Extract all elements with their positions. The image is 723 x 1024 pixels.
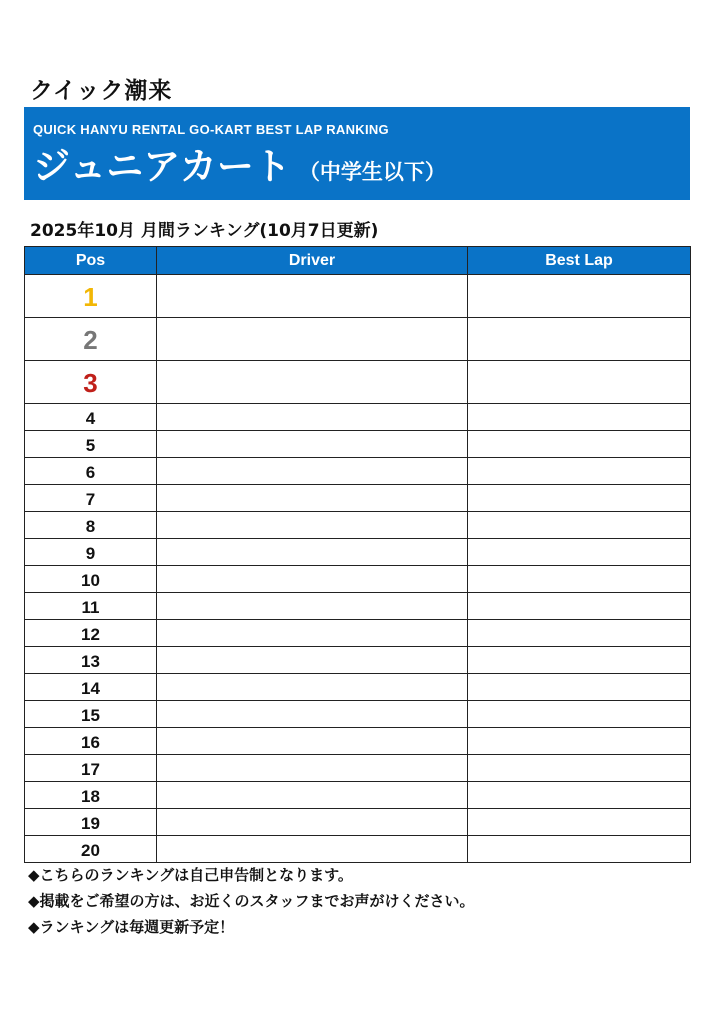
best-lap-cell <box>468 809 691 836</box>
table-row <box>25 620 691 647</box>
best-lap-cell <box>468 782 691 809</box>
driver-cell <box>157 318 468 361</box>
best-lap-cell <box>468 593 691 620</box>
pos-cell: 17 <box>25 755 157 782</box>
header-pos: Pos <box>25 247 157 275</box>
best-lap-cell <box>468 836 691 863</box>
pos-cell: 14 <box>25 674 157 701</box>
best-lap-cell <box>468 404 691 431</box>
table-row <box>25 485 691 512</box>
best-lap-cell <box>468 674 691 701</box>
pos-cell: 12 <box>25 620 157 647</box>
best-lap-cell <box>468 318 691 361</box>
table-row <box>25 404 691 431</box>
footer-notes <box>28 862 475 940</box>
driver-cell <box>157 782 468 809</box>
table-row <box>25 566 691 593</box>
pos-cell: 13 <box>25 647 157 674</box>
pos-cell: 1 <box>25 275 157 318</box>
pos-cell: 11 <box>25 593 157 620</box>
pos-cell: 15 <box>25 701 157 728</box>
ranking-period: 2025年10月 月間ランキング(10月7日更新) <box>30 221 379 241</box>
pos-cell: 2 <box>25 318 157 361</box>
best-lap-cell <box>468 485 691 512</box>
table-row <box>25 361 691 404</box>
pos-cell: 20 <box>25 836 157 863</box>
banner-title-paren: （中学生以下） <box>298 160 446 184</box>
best-lap-cell <box>468 431 691 458</box>
driver-cell <box>157 674 468 701</box>
pos-cell: 4 <box>25 404 157 431</box>
pos-cell: 3 <box>25 361 157 404</box>
driver-cell <box>157 431 468 458</box>
driver-cell <box>157 539 468 566</box>
best-lap-cell <box>468 728 691 755</box>
pos-cell: 5 <box>25 431 157 458</box>
driver-cell <box>157 647 468 674</box>
best-lap-cell <box>468 512 691 539</box>
ranking-body <box>25 275 691 863</box>
driver-cell <box>157 701 468 728</box>
table-row <box>25 539 691 566</box>
pos-cell: 6 <box>25 458 157 485</box>
pos-cell: 18 <box>25 782 157 809</box>
title-banner <box>24 107 690 200</box>
driver-cell <box>157 512 468 539</box>
table-row <box>25 728 691 755</box>
driver-cell <box>157 275 468 318</box>
table-row <box>25 431 691 458</box>
table-row <box>25 782 691 809</box>
pos-cell: 9 <box>25 539 157 566</box>
banner-title <box>33 144 446 195</box>
brand-name: クイック潮来 <box>30 78 173 104</box>
table-row <box>25 318 691 361</box>
driver-cell <box>157 836 468 863</box>
driver-cell <box>157 809 468 836</box>
header-driver: Driver <box>157 247 468 275</box>
best-lap-cell <box>468 647 691 674</box>
best-lap-cell <box>468 361 691 404</box>
pos-cell: 16 <box>25 728 157 755</box>
driver-cell <box>157 728 468 755</box>
best-lap-cell <box>468 458 691 485</box>
driver-cell <box>157 485 468 512</box>
best-lap-cell <box>468 755 691 782</box>
driver-cell <box>157 458 468 485</box>
driver-cell <box>157 620 468 647</box>
pos-cell: 19 <box>25 809 157 836</box>
table-header-row <box>25 247 691 275</box>
driver-cell <box>157 361 468 404</box>
driver-cell <box>157 404 468 431</box>
banner-subtitle: QUICK HANYU RENTAL GO-KART BEST LAP RANKING <box>33 122 389 137</box>
best-lap-cell <box>468 539 691 566</box>
table-row <box>25 593 691 620</box>
table-row <box>25 458 691 485</box>
banner-title-main: ジュニアカート <box>33 145 291 188</box>
footer-note: ◆ランキングは毎週更新予定！ <box>28 918 235 936</box>
table-row <box>25 809 691 836</box>
best-lap-cell <box>468 620 691 647</box>
table-row <box>25 647 691 674</box>
table-row <box>25 836 691 863</box>
driver-cell <box>157 755 468 782</box>
table-row <box>25 701 691 728</box>
footer-note: ◆掲載をご希望の方は、お近くのスタッフまでお声がけください。 <box>28 892 475 910</box>
table-row <box>25 755 691 782</box>
driver-cell <box>157 593 468 620</box>
best-lap-cell <box>468 701 691 728</box>
table-row <box>25 674 691 701</box>
pos-cell: 10 <box>25 566 157 593</box>
pos-cell: 8 <box>25 512 157 539</box>
best-lap-cell <box>468 566 691 593</box>
pos-cell: 7 <box>25 485 157 512</box>
table-row <box>25 512 691 539</box>
ranking-table <box>24 246 691 863</box>
driver-cell <box>157 566 468 593</box>
footer-note: ◆こちらのランキングは自己申告制となります。 <box>28 866 353 884</box>
header-best-lap: Best Lap <box>468 247 691 275</box>
table-row <box>25 275 691 318</box>
best-lap-cell <box>468 275 691 318</box>
